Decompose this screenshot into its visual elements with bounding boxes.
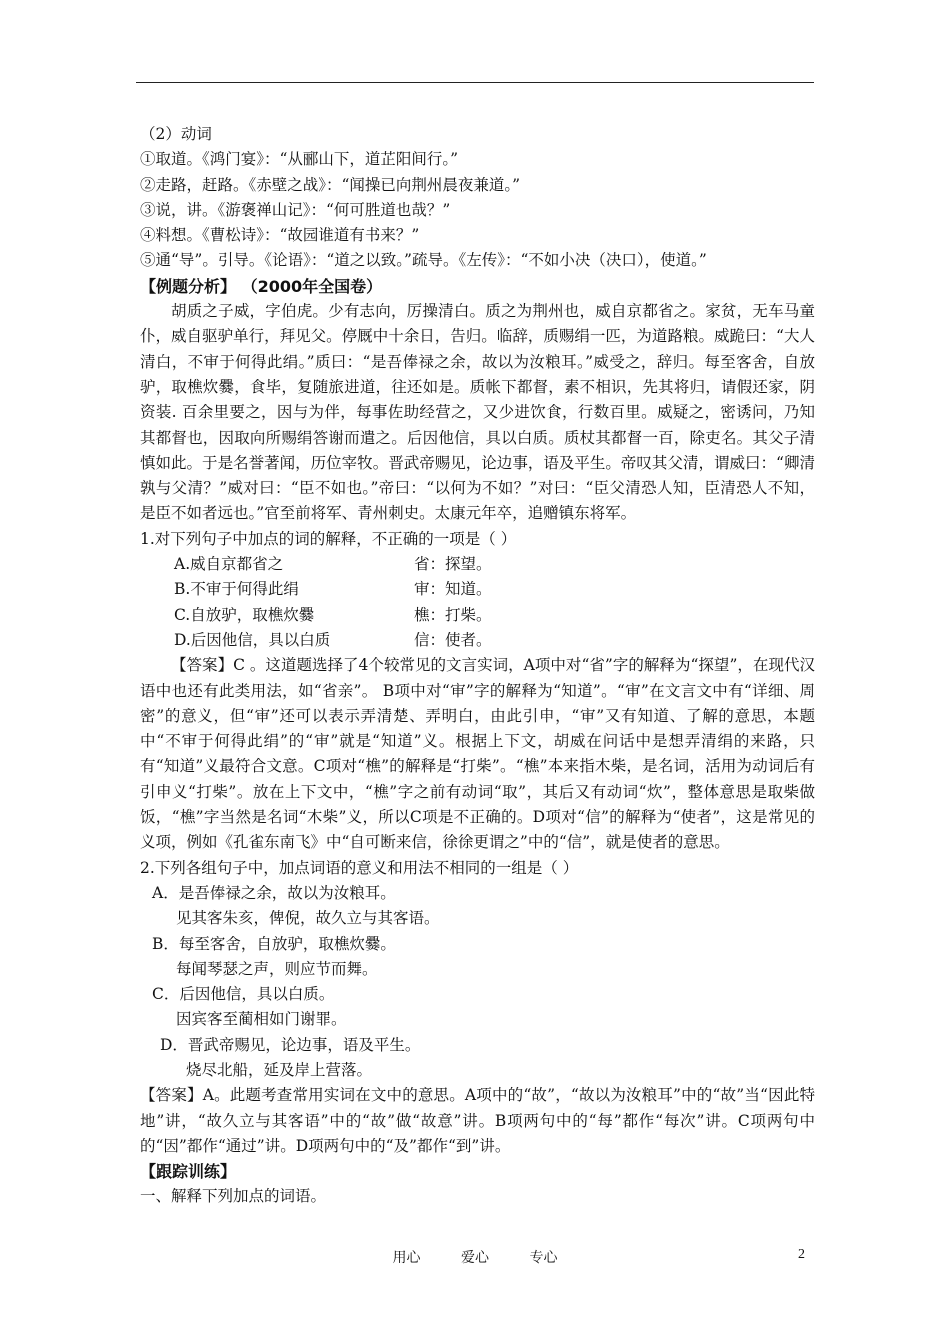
q2-option-second: 因宾客至蔺相如门谢罪。: [176, 1010, 347, 1029]
q2-stem: 2.下列各组句子中，加点词语的意义和用法不相同的一组是（ ）: [140, 858, 579, 877]
footer-motto: 爱心: [461, 1250, 489, 1266]
q2-option-second: 烧尽北船，延及岸上营落。: [186, 1060, 373, 1079]
q1-option-sentence: B.不审于何得此绢: [174, 580, 299, 599]
q1-option: [140, 577, 815, 602]
page-footer: [0, 1247, 950, 1267]
footer-motto: 用心: [392, 1250, 421, 1266]
q1-option-gloss: 省：探望。: [414, 555, 492, 574]
q1-option: [140, 628, 815, 653]
q2-option-second: 见其客朱亥，俾倪，故久立与其客语。: [176, 909, 440, 928]
q2-option-first: D．晋武帝赐见，论边事，语及平生。: [160, 1035, 421, 1054]
training-heading: 【跟踪训练】: [140, 1162, 237, 1182]
q1-option-gloss: 樵：打柴。: [414, 605, 492, 624]
verb-item: ①取道。《鸿门宴》：“从郦山下，道芷阳间行。”: [140, 150, 459, 169]
page-number: 2: [798, 1247, 805, 1262]
training-task: 一、解释下列加点的词语。: [140, 1187, 327, 1206]
example-heading: 【例题分析】 （2000年全国卷）: [140, 276, 383, 296]
q2-option-first: B．每至客舍，自放驴，取樵炊爨。: [152, 934, 396, 953]
header-rule: [136, 82, 814, 83]
verbs-heading: （2）动词: [140, 125, 212, 143]
q1-answer: 【答案】C 。这道题选择了4个较常见的文言实词，A项中对“省”字的解释为“探望”，在现代汉语中也还有此类用法，如“省亲”。 B项中对“审”字的解释为“知道”。“审”在文言文中有“详细、周密”的意义，但“审”还可以表示弄清楚、弄明白，由此引申，“审”又有知道、了解的意思，本题中“不审于何得此绢”的“审”就是“知道”义。根据上下文，胡威在问话中是想弄清绢的来路，只有“知道”义最符合文意。C项对“樵”的解释是“打柴”。“樵”本来指木柴，是名词，活用为动词后有引申义“打柴”。放在上下文中，“樵”字之前有动词“取”，其后又有动词“炊”，整体意思是取柴做饭，“樵”字当然是名词“木柴”义，所以C项是不正确的。D项对“信”的解释为“使者”，这是常见的义项，例如《孔雀东南飞》中“自可断来信，徐徐更谓之”中的“信”，就是使者的意思。: [140, 656, 815, 852]
q1-option: [140, 552, 815, 577]
main-content: [140, 122, 815, 1210]
footer-motto: 专心: [529, 1250, 558, 1266]
example-passage: 胡质之子威，字伯虎。少有志向，厉操清白。质之为荆州也，威自京都省之。家贫，无车马童仆，威自驱驴单行，拜见父。停厩中十余日，告归。临辞，质赐绢一匹，为道路粮。威跪曰：“大人清白，不审于何得此绢。”质曰：“是吾俸禄之余，故以为汝粮耳。”威受之，辞归。每至客舍，自放驴，取樵炊爨，食毕，复随旅进道，往还如是。质帐下都督，素不相识，先其将归，请假还家，阴资装. 百余里要之，因与为伴，每事佐助经营之，又少进饮食，行数百里。威疑之，密诱问，乃知其都督也，因取向所赐绢答谢而遣之。后因他信，具以白质。质杖其都督一百，除吏名。其父子清慎如此。于是名誉著闻，历位宰牧。晋武帝赐见，论边事，语及平生。帝叹其父清，谓威曰：“卿清孰与父清？”威对曰：“臣不如也。”帝曰：“以何为不如？”对曰：“臣父清恐人知，臣清恐人不知，是臣不如者远也。”官至前将军、青州刺史。太康元年卒，追赠镇东将军。: [140, 302, 815, 523]
q1-option: [140, 603, 815, 628]
verb-item: ②走路，赶路。《赤壁之战》：“闻操已向荆州晨夜兼道。”: [140, 175, 521, 194]
q2-option-first: C．后因他信，具以白质。: [152, 985, 335, 1004]
q2-option-second: 每闻琴瑟之声，则应节而舞。: [176, 959, 378, 978]
q1-option-sentence: D.后因他信，具以白质: [174, 630, 331, 649]
q1-option-gloss: 审：知道。: [414, 580, 492, 599]
q1-stem: 1.对下列句子中加点的词的解释，不正确的一项是（ ）: [140, 529, 517, 548]
verb-item: ③说，讲。《游褒禅山记》：“何可胜道也哉？”: [140, 200, 451, 219]
q2-option-first: A．是吾俸禄之余，故以为汝粮耳。: [152, 883, 396, 902]
q1-option-sentence: C.自放驴，取樵炊爨: [174, 605, 315, 624]
q1-option-sentence: A.威自京都省之: [174, 555, 284, 574]
q2-answer: 【答案】A。此题考查常用实词在文中的意思。A项中的“故”，“故以为汝粮耳”中的“故”当“因此特地”讲，“故久立与其客语”中的“故”做“故意”讲。B项两句中的“每”都作“每次”讲。C项两句中的“因”都作“通过”讲。D项两句中的“及”都作“到”讲。: [140, 1086, 815, 1155]
q1-option-gloss: 信：使者。: [414, 630, 492, 649]
verb-item: ⑤通“导”。引导。《论语》：“道之以致。”疏导。《左传》：“不如小决（决口），使道。”: [140, 251, 707, 270]
verb-item: ④料想。《曹松诗》：“故园谁道有书来？”: [140, 226, 420, 245]
